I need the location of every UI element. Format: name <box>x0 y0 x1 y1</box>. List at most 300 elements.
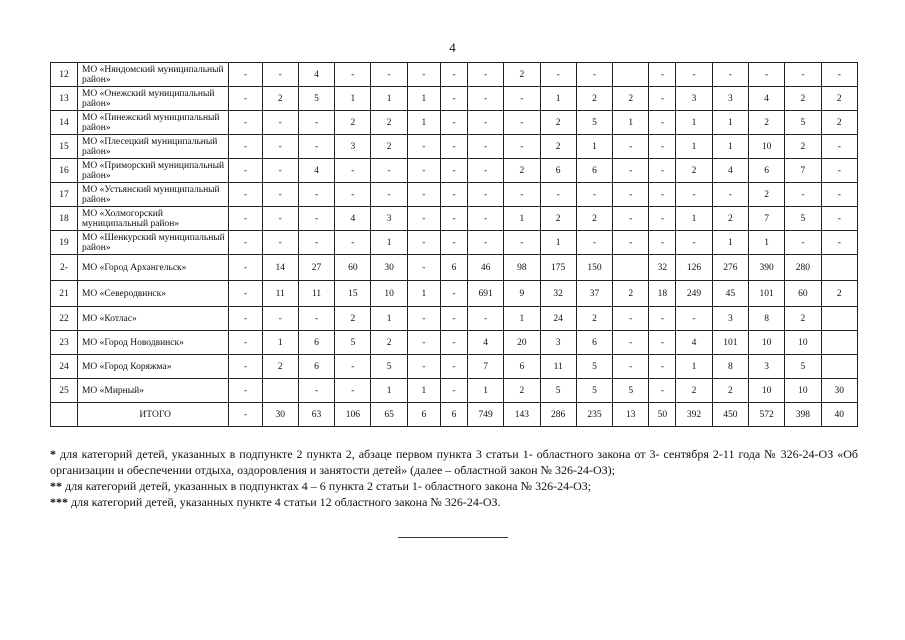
value-cell: - <box>576 231 612 255</box>
value-cell: 1 <box>576 135 612 159</box>
value-cell: - <box>298 231 334 255</box>
value-cell: 8 <box>748 307 784 331</box>
value-cell: 2 <box>540 111 576 135</box>
value-cell: 1 <box>748 231 784 255</box>
value-cell: - <box>613 231 649 255</box>
value-cell <box>613 255 649 281</box>
value-cell <box>262 379 298 403</box>
value-cell: - <box>407 63 440 87</box>
value-cell: 30 <box>821 379 857 403</box>
value-cell: 6 <box>298 355 334 379</box>
row-number: 2- <box>51 255 78 281</box>
value-cell: 15 <box>335 281 371 307</box>
row-number: 21 <box>51 281 78 307</box>
value-cell: 2 <box>785 135 821 159</box>
value-cell: 9 <box>504 281 540 307</box>
value-cell: 4 <box>676 331 712 355</box>
value-cell: 11 <box>262 281 298 307</box>
footnotes <box>50 446 858 510</box>
value-cell: - <box>371 63 407 87</box>
municipality-name: МО «Онежский муниципальный район» <box>77 87 228 111</box>
value-cell: - <box>298 183 334 207</box>
value-cell: 691 <box>467 281 503 307</box>
value-cell: - <box>229 379 262 403</box>
value-cell: 1 <box>335 87 371 111</box>
value-cell: 280 <box>785 255 821 281</box>
value-cell: - <box>748 63 784 87</box>
municipality-name: МО «Приморский муниципальный район» <box>77 159 228 183</box>
footnote-3-mark: *** <box>50 495 68 509</box>
value-cell: - <box>467 183 503 207</box>
value-cell: 10 <box>371 281 407 307</box>
value-cell: - <box>262 135 298 159</box>
value-cell: - <box>407 159 440 183</box>
value-cell: 2 <box>712 379 748 403</box>
value-cell: - <box>504 135 540 159</box>
value-cell: 2 <box>262 355 298 379</box>
value-cell: 4 <box>467 331 503 355</box>
value-cell: - <box>712 183 748 207</box>
value-cell: 6 <box>298 331 334 355</box>
value-cell: 2 <box>371 135 407 159</box>
value-cell: - <box>649 355 676 379</box>
row-number: 17 <box>51 183 78 207</box>
value-cell: 572 <box>748 403 784 427</box>
footnote-2 <box>50 478 858 494</box>
municipality-name: МО «Пинежский муниципальный район» <box>77 111 228 135</box>
value-cell: - <box>335 159 371 183</box>
value-cell: 2 <box>371 111 407 135</box>
value-cell: 2 <box>821 111 857 135</box>
value-cell: - <box>262 231 298 255</box>
value-cell: - <box>298 207 334 231</box>
value-cell: 3 <box>371 207 407 231</box>
value-cell: - <box>649 379 676 403</box>
value-cell: - <box>540 63 576 87</box>
row-number: 23 <box>51 331 78 355</box>
value-cell: 1 <box>407 111 440 135</box>
value-cell: 7 <box>748 207 784 231</box>
municipality-name: МО «Город Архангельск» <box>77 255 228 281</box>
table-row <box>51 207 858 231</box>
value-cell: - <box>649 111 676 135</box>
value-cell: 6 <box>540 159 576 183</box>
value-cell: 3 <box>712 87 748 111</box>
value-cell: - <box>821 159 857 183</box>
value-cell: - <box>504 183 540 207</box>
value-cell: 2 <box>748 183 784 207</box>
value-cell: 235 <box>576 403 612 427</box>
municipality-name: МО «Плесецкий муниципальный район» <box>77 135 228 159</box>
value-cell: 60 <box>785 281 821 307</box>
value-cell: - <box>335 355 371 379</box>
value-cell: - <box>229 207 262 231</box>
value-cell: - <box>785 231 821 255</box>
value-cell: - <box>229 307 262 331</box>
municipality-name: МО «Няндомский муниципальный район» <box>77 63 228 87</box>
row-number: 18 <box>51 207 78 231</box>
value-cell: 10 <box>748 331 784 355</box>
value-cell: - <box>467 111 503 135</box>
value-cell: 40 <box>821 403 857 427</box>
value-cell: 11 <box>540 355 576 379</box>
value-cell: 1 <box>407 87 440 111</box>
value-cell: 1 <box>676 111 712 135</box>
value-cell: 2 <box>676 159 712 183</box>
value-cell: - <box>407 183 440 207</box>
value-cell: 450 <box>712 403 748 427</box>
municipality-name: МО «Устьянский муниципальный район» <box>77 183 228 207</box>
value-cell: 6 <box>440 255 467 281</box>
value-cell: - <box>467 63 503 87</box>
table-row <box>51 111 858 135</box>
value-cell: - <box>298 307 334 331</box>
value-cell: 5 <box>298 87 334 111</box>
value-cell: 749 <box>467 403 503 427</box>
row-number <box>51 403 78 427</box>
value-cell: 5 <box>540 379 576 403</box>
value-cell: - <box>504 87 540 111</box>
table-row <box>51 231 858 255</box>
value-cell: 286 <box>540 403 576 427</box>
municipality-name: МО «Котлас» <box>77 307 228 331</box>
value-cell: 2 <box>371 331 407 355</box>
footnote-2-text: для категорий детей, указанных в подпунктах 4 – 6 пункта 2 статьи 1- областного закона № 326-24-ОЗ; <box>62 479 592 493</box>
value-cell: 1 <box>407 379 440 403</box>
value-cell <box>821 331 857 355</box>
value-cell: 7 <box>467 355 503 379</box>
value-cell: - <box>821 231 857 255</box>
value-cell: - <box>613 207 649 231</box>
value-cell: 1 <box>371 87 407 111</box>
value-cell: 1 <box>712 231 748 255</box>
row-number: 14 <box>51 111 78 135</box>
value-cell: - <box>335 183 371 207</box>
value-cell: 175 <box>540 255 576 281</box>
value-cell: - <box>821 183 857 207</box>
value-cell: - <box>335 231 371 255</box>
value-cell: 3 <box>540 331 576 355</box>
value-cell: - <box>649 231 676 255</box>
row-number: 22 <box>51 307 78 331</box>
value-cell: 24 <box>540 307 576 331</box>
value-cell: 30 <box>371 255 407 281</box>
value-cell <box>821 255 857 281</box>
value-cell: 6 <box>576 331 612 355</box>
footnote-3 <box>50 494 858 510</box>
value-cell: - <box>440 159 467 183</box>
value-cell: - <box>407 207 440 231</box>
value-cell: 5 <box>613 379 649 403</box>
value-cell: 101 <box>748 281 784 307</box>
municipality-name: МО «Город Коряжма» <box>77 355 228 379</box>
value-cell: - <box>440 135 467 159</box>
statistics-table <box>50 62 858 427</box>
value-cell: - <box>407 231 440 255</box>
value-cell: - <box>440 379 467 403</box>
value-cell: 32 <box>540 281 576 307</box>
value-cell: 1 <box>407 281 440 307</box>
value-cell: - <box>335 379 371 403</box>
value-cell: 1 <box>540 231 576 255</box>
value-cell: 46 <box>467 255 503 281</box>
value-cell: - <box>229 111 262 135</box>
value-cell: - <box>440 307 467 331</box>
value-cell: 390 <box>748 255 784 281</box>
value-cell: - <box>649 159 676 183</box>
municipality-name: МО «Мирный» <box>77 379 228 403</box>
value-cell: 6 <box>748 159 784 183</box>
value-cell: 13 <box>613 403 649 427</box>
value-cell: - <box>676 307 712 331</box>
value-cell: - <box>821 207 857 231</box>
value-cell: 1 <box>371 231 407 255</box>
value-cell <box>613 63 649 87</box>
value-cell: - <box>504 231 540 255</box>
value-cell: 3 <box>712 307 748 331</box>
value-cell: - <box>229 355 262 379</box>
value-cell: - <box>649 307 676 331</box>
footnote-2-mark: ** <box>50 479 62 493</box>
value-cell: - <box>440 111 467 135</box>
value-cell: - <box>407 255 440 281</box>
value-cell: 4 <box>712 159 748 183</box>
value-cell: - <box>298 111 334 135</box>
value-cell: 1 <box>712 111 748 135</box>
table-row <box>51 331 858 355</box>
value-cell: 4 <box>298 63 334 87</box>
value-cell: 30 <box>262 403 298 427</box>
value-cell: 18 <box>649 281 676 307</box>
value-cell: 2 <box>748 111 784 135</box>
value-cell: 2 <box>576 307 612 331</box>
value-cell: - <box>440 63 467 87</box>
value-cell <box>821 307 857 331</box>
value-cell: - <box>821 63 857 87</box>
table-row <box>51 135 858 159</box>
value-cell: - <box>298 135 334 159</box>
table-row <box>51 63 858 87</box>
value-cell: 1 <box>540 87 576 111</box>
value-cell: - <box>649 135 676 159</box>
value-cell: - <box>649 331 676 355</box>
value-cell: 143 <box>504 403 540 427</box>
value-cell: 101 <box>712 331 748 355</box>
value-cell: - <box>407 307 440 331</box>
table-row <box>51 255 858 281</box>
table-total-row <box>51 403 858 427</box>
value-cell: 1 <box>504 307 540 331</box>
value-cell: 8 <box>712 355 748 379</box>
table-body <box>51 63 858 427</box>
value-cell: 63 <box>298 403 334 427</box>
value-cell: 1 <box>613 111 649 135</box>
value-cell: - <box>785 183 821 207</box>
value-cell: 2 <box>576 207 612 231</box>
value-cell: - <box>440 231 467 255</box>
value-cell: - <box>229 331 262 355</box>
value-cell: - <box>229 63 262 87</box>
value-cell: - <box>229 183 262 207</box>
value-cell: 27 <box>298 255 334 281</box>
table-row <box>51 281 858 307</box>
value-cell: - <box>821 135 857 159</box>
value-cell: 2 <box>712 207 748 231</box>
value-cell: - <box>440 355 467 379</box>
value-cell: 2 <box>613 281 649 307</box>
value-cell: - <box>613 307 649 331</box>
value-cell: 2 <box>821 87 857 111</box>
value-cell: 5 <box>785 355 821 379</box>
value-cell: 3 <box>748 355 784 379</box>
value-cell: 2 <box>504 379 540 403</box>
page-number: 4 <box>449 40 456 55</box>
table-row <box>51 355 858 379</box>
value-cell: 1 <box>676 355 712 379</box>
value-cell: - <box>467 159 503 183</box>
value-cell: - <box>504 111 540 135</box>
value-cell: 392 <box>676 403 712 427</box>
value-cell: - <box>467 307 503 331</box>
footer-divider <box>398 537 508 538</box>
value-cell: - <box>229 159 262 183</box>
value-cell: 4 <box>748 87 784 111</box>
value-cell: 2 <box>504 63 540 87</box>
value-cell: - <box>262 111 298 135</box>
value-cell: 126 <box>676 255 712 281</box>
total-label: ИТОГО <box>77 403 228 427</box>
value-cell: - <box>440 207 467 231</box>
row-number: 16 <box>51 159 78 183</box>
value-cell: - <box>576 63 612 87</box>
value-cell: - <box>262 63 298 87</box>
value-cell: 10 <box>748 135 784 159</box>
value-cell: 4 <box>335 207 371 231</box>
value-cell: 2 <box>613 87 649 111</box>
value-cell: - <box>676 231 712 255</box>
value-cell: - <box>576 183 612 207</box>
value-cell: 2 <box>262 87 298 111</box>
value-cell: 2 <box>821 281 857 307</box>
value-cell: - <box>262 207 298 231</box>
value-cell: 65 <box>371 403 407 427</box>
value-cell: - <box>298 379 334 403</box>
value-cell: 1 <box>676 135 712 159</box>
value-cell: 2 <box>576 87 612 111</box>
value-cell: - <box>229 403 262 427</box>
value-cell: - <box>613 355 649 379</box>
value-cell: - <box>467 135 503 159</box>
value-cell: 45 <box>712 281 748 307</box>
table-row <box>51 379 858 403</box>
value-cell: - <box>613 183 649 207</box>
value-cell: 60 <box>335 255 371 281</box>
value-cell: - <box>649 207 676 231</box>
value-cell: - <box>371 159 407 183</box>
municipality-name: МО «Северодвинск» <box>77 281 228 307</box>
municipality-name: МО «Город Новодвинск» <box>77 331 228 355</box>
value-cell: - <box>613 135 649 159</box>
value-cell: 5 <box>785 111 821 135</box>
value-cell: 2 <box>785 307 821 331</box>
table-row <box>51 159 858 183</box>
table-row <box>51 307 858 331</box>
value-cell: 32 <box>649 255 676 281</box>
value-cell: 1 <box>371 379 407 403</box>
value-cell: - <box>467 207 503 231</box>
value-cell <box>821 355 857 379</box>
value-cell: - <box>467 87 503 111</box>
value-cell: 276 <box>712 255 748 281</box>
table-row <box>51 87 858 111</box>
value-cell: 1 <box>504 207 540 231</box>
footnote-3-text: для категорий детей, указанных пункте 4 статьи 12 областного закона № 326-24-ОЗ. <box>68 495 501 509</box>
value-cell: 14 <box>262 255 298 281</box>
value-cell: - <box>440 183 467 207</box>
row-number: 19 <box>51 231 78 255</box>
value-cell: - <box>371 183 407 207</box>
value-cell: - <box>676 63 712 87</box>
value-cell: 2 <box>335 307 371 331</box>
value-cell: 2 <box>540 207 576 231</box>
value-cell: 1 <box>467 379 503 403</box>
row-number: 13 <box>51 87 78 111</box>
value-cell: 6 <box>440 403 467 427</box>
value-cell: 150 <box>576 255 612 281</box>
value-cell: - <box>467 231 503 255</box>
value-cell: - <box>229 87 262 111</box>
value-cell: 4 <box>298 159 334 183</box>
value-cell: 249 <box>676 281 712 307</box>
footnote-1-mark: * <box>50 447 56 461</box>
value-cell: 398 <box>785 403 821 427</box>
value-cell: - <box>407 355 440 379</box>
value-cell: - <box>262 159 298 183</box>
value-cell: - <box>613 331 649 355</box>
value-cell: 2 <box>540 135 576 159</box>
value-cell: - <box>335 63 371 87</box>
value-cell: - <box>229 231 262 255</box>
value-cell: - <box>262 307 298 331</box>
value-cell: 5 <box>371 355 407 379</box>
value-cell: 1 <box>262 331 298 355</box>
value-cell: - <box>649 63 676 87</box>
value-cell: 6 <box>407 403 440 427</box>
value-cell: 10 <box>785 331 821 355</box>
value-cell: - <box>676 183 712 207</box>
value-cell: - <box>229 281 262 307</box>
value-cell: 2 <box>676 379 712 403</box>
value-cell: - <box>440 87 467 111</box>
value-cell: 2 <box>504 159 540 183</box>
value-cell: 10 <box>785 379 821 403</box>
value-cell: 3 <box>335 135 371 159</box>
value-cell: - <box>540 183 576 207</box>
value-cell: 5 <box>785 207 821 231</box>
footnote-1 <box>50 446 858 478</box>
value-cell: - <box>229 135 262 159</box>
row-number: 25 <box>51 379 78 403</box>
value-cell: - <box>712 63 748 87</box>
value-cell: 20 <box>504 331 540 355</box>
value-cell: - <box>613 159 649 183</box>
value-cell: - <box>407 331 440 355</box>
value-cell: 5 <box>576 111 612 135</box>
value-cell: 7 <box>785 159 821 183</box>
value-cell: - <box>649 87 676 111</box>
value-cell: 106 <box>335 403 371 427</box>
footnote-1-text: для категорий детей, указанных в подпункте 2 пункта 2, абзаце первом пункта 3 статьи 1- областного закона от 3- сентября 2-11 года № 326-24-ОЗ «Об организации и обеспечении отдыха, оздоровления и занятости детей» (далее – областной закон № 326-24-ОЗ); <box>50 447 858 477</box>
